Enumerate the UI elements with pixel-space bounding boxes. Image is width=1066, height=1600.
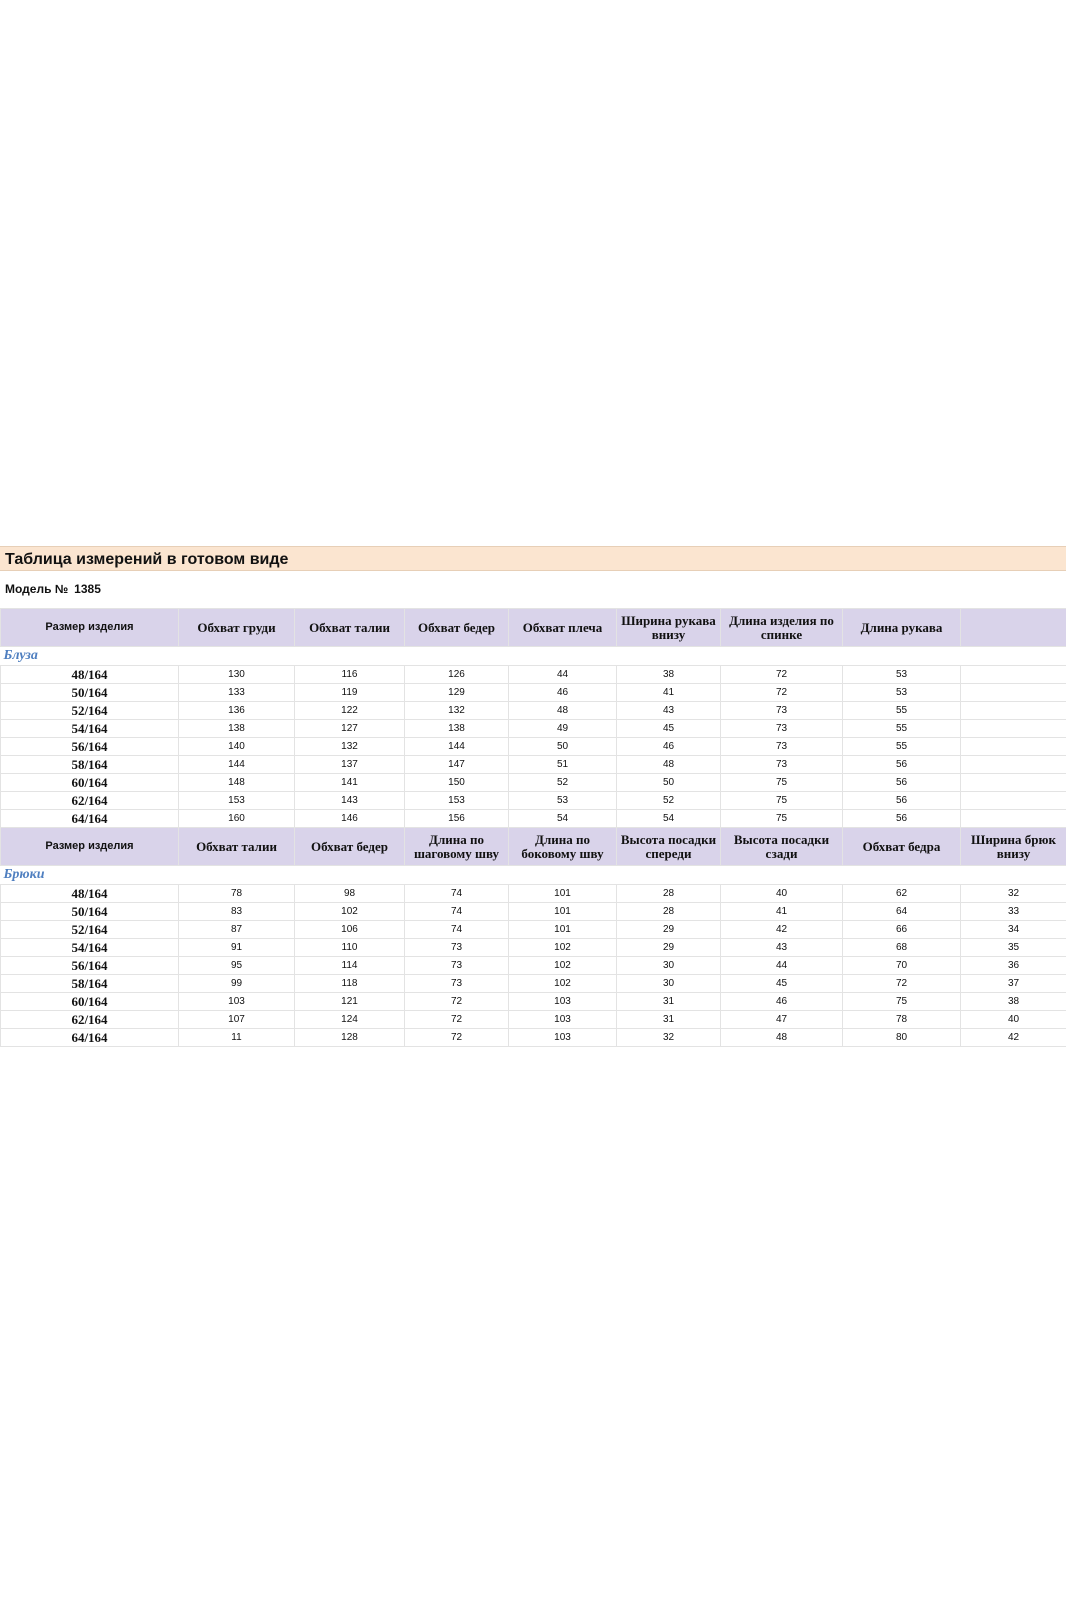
table-row [1,720,1066,738]
measurement-sheet [0,546,1066,1047]
value-cell: 101 [509,921,617,939]
value-cell: 75 [721,810,843,828]
table-row [1,903,1066,921]
value-cell: 107 [179,1011,295,1029]
value-cell [961,774,1066,792]
value-cell: 110 [295,939,405,957]
table-row [1,1011,1066,1029]
value-cell: 114 [295,957,405,975]
value-cell: 103 [509,993,617,1011]
size-cell: 58/164 [1,975,179,993]
value-cell: 101 [509,903,617,921]
value-cell: 132 [295,738,405,756]
value-cell: 72 [405,993,509,1011]
value-cell: 48 [509,702,617,720]
trousers-section-row [1,866,1066,885]
size-cell: 50/164 [1,903,179,921]
column-header: Обхват талии [295,609,405,647]
table-row [1,702,1066,720]
value-cell: 34 [961,921,1066,939]
size-cell: 52/164 [1,702,179,720]
value-cell: 41 [721,903,843,921]
value-cell: 45 [617,720,721,738]
value-cell: 132 [405,702,509,720]
section-label: Блуза [1,647,1066,666]
value-cell: 160 [179,810,295,828]
value-cell: 126 [405,666,509,684]
value-cell: 40 [721,885,843,903]
column-header: Обхват бедер [405,609,509,647]
column-header [961,609,1066,647]
table-row [1,792,1066,810]
value-cell: 91 [179,939,295,957]
value-cell: 146 [295,810,405,828]
size-cell: 50/164 [1,684,179,702]
value-cell: 42 [961,1029,1066,1047]
value-cell [961,684,1066,702]
value-cell: 141 [295,774,405,792]
size-cell: 62/164 [1,1011,179,1029]
value-cell: 144 [405,738,509,756]
value-cell [961,666,1066,684]
model-label: Модель № [5,582,69,596]
value-cell: 29 [617,921,721,939]
value-cell: 129 [405,684,509,702]
blouse-section-row [1,647,1066,666]
value-cell: 138 [179,720,295,738]
value-cell: 98 [295,885,405,903]
column-header: Обхват плеча [509,609,617,647]
value-cell: 50 [509,738,617,756]
value-cell: 103 [509,1011,617,1029]
size-cell: 60/164 [1,774,179,792]
column-header: Длина по боковому шву [509,828,617,866]
value-cell: 136 [179,702,295,720]
value-cell: 31 [617,1011,721,1029]
value-cell: 73 [721,702,843,720]
table-row [1,975,1066,993]
value-cell: 70 [843,957,961,975]
model-line [0,571,1066,608]
value-cell: 64 [843,903,961,921]
value-cell: 42 [721,921,843,939]
table-row [1,774,1066,792]
value-cell: 11 [179,1029,295,1047]
value-cell: 51 [509,756,617,774]
value-cell [961,738,1066,756]
value-cell: 122 [295,702,405,720]
value-cell: 55 [843,702,961,720]
value-cell: 35 [961,939,1066,957]
value-cell [961,810,1066,828]
value-cell: 118 [295,975,405,993]
value-cell [961,756,1066,774]
value-cell: 49 [509,720,617,738]
value-cell: 102 [509,975,617,993]
size-cell: 54/164 [1,720,179,738]
size-cell: 48/164 [1,885,179,903]
value-cell: 102 [295,903,405,921]
value-cell: 101 [509,885,617,903]
value-cell: 102 [509,957,617,975]
value-cell: 153 [405,792,509,810]
value-cell: 103 [509,1029,617,1047]
value-cell: 68 [843,939,961,957]
value-cell: 56 [843,774,961,792]
column-header: Обхват бедра [843,828,961,866]
value-cell: 72 [721,684,843,702]
value-cell: 30 [617,975,721,993]
value-cell: 150 [405,774,509,792]
column-header: Размер изделия [1,609,179,647]
value-cell: 73 [405,939,509,957]
column-header: Обхват бедер [295,828,405,866]
column-header: Длина по шаговому шву [405,828,509,866]
section-label: Брюки [1,866,1066,885]
value-cell: 73 [721,738,843,756]
value-cell: 74 [405,921,509,939]
value-cell: 143 [295,792,405,810]
column-header: Ширина брюк внизу [961,828,1066,866]
size-table [0,608,1066,1047]
value-cell: 73 [721,720,843,738]
value-cell: 80 [843,1029,961,1047]
value-cell: 38 [617,666,721,684]
value-cell: 148 [179,774,295,792]
model-number: 1385 [74,582,101,596]
value-cell: 36 [961,957,1066,975]
value-cell: 99 [179,975,295,993]
value-cell: 130 [179,666,295,684]
table-row [1,810,1066,828]
size-cell: 54/164 [1,939,179,957]
value-cell: 53 [843,666,961,684]
value-cell: 38 [961,993,1066,1011]
table-row [1,1029,1066,1047]
value-cell: 28 [617,885,721,903]
table-row [1,921,1066,939]
table-row [1,939,1066,957]
value-cell: 43 [721,939,843,957]
value-cell: 95 [179,957,295,975]
value-cell: 46 [617,738,721,756]
value-cell: 83 [179,903,295,921]
value-cell: 32 [961,885,1066,903]
column-header: Длина изделия по спинке [721,609,843,647]
value-cell: 50 [617,774,721,792]
value-cell: 127 [295,720,405,738]
value-cell: 48 [721,1029,843,1047]
size-cell: 56/164 [1,738,179,756]
value-cell: 147 [405,756,509,774]
value-cell: 56 [843,792,961,810]
column-header: Обхват талии [179,828,295,866]
table-row [1,738,1066,756]
size-cell: 48/164 [1,666,179,684]
value-cell: 31 [617,993,721,1011]
value-cell: 72 [405,1029,509,1047]
value-cell: 140 [179,738,295,756]
value-cell [961,702,1066,720]
sheet-title: Таблица измерений в готовом виде [0,546,1066,571]
value-cell: 56 [843,756,961,774]
value-cell: 119 [295,684,405,702]
value-cell: 133 [179,684,295,702]
value-cell: 75 [721,774,843,792]
value-cell: 62 [843,885,961,903]
value-cell: 72 [843,975,961,993]
value-cell: 106 [295,921,405,939]
column-header: Обхват груди [179,609,295,647]
value-cell: 73 [721,756,843,774]
value-cell: 54 [509,810,617,828]
value-cell: 116 [295,666,405,684]
value-cell: 128 [295,1029,405,1047]
value-cell: 40 [961,1011,1066,1029]
value-cell: 55 [843,720,961,738]
value-cell: 46 [509,684,617,702]
table-row [1,756,1066,774]
value-cell: 37 [961,975,1066,993]
table-row [1,666,1066,684]
value-cell: 138 [405,720,509,738]
value-cell: 29 [617,939,721,957]
value-cell: 46 [721,993,843,1011]
size-cell: 62/164 [1,792,179,810]
value-cell: 144 [179,756,295,774]
value-cell: 75 [721,792,843,810]
value-cell: 72 [405,1011,509,1029]
value-cell: 54 [617,810,721,828]
value-cell: 156 [405,810,509,828]
size-cell: 64/164 [1,1029,179,1047]
value-cell [961,720,1066,738]
value-cell: 28 [617,903,721,921]
table-row [1,993,1066,1011]
value-cell: 47 [721,1011,843,1029]
column-header: Высота посадки спереди [617,828,721,866]
value-cell: 75 [843,993,961,1011]
value-cell: 153 [179,792,295,810]
value-cell: 66 [843,921,961,939]
value-cell: 74 [405,903,509,921]
value-cell: 56 [843,810,961,828]
table-row [1,684,1066,702]
value-cell: 72 [721,666,843,684]
value-cell: 30 [617,957,721,975]
value-cell: 73 [405,975,509,993]
column-header: Длина рукава [843,609,961,647]
value-cell: 48 [617,756,721,774]
value-cell: 52 [617,792,721,810]
value-cell: 55 [843,738,961,756]
value-cell: 103 [179,993,295,1011]
value-cell: 33 [961,903,1066,921]
size-cell: 60/164 [1,993,179,1011]
value-cell: 44 [509,666,617,684]
value-cell: 41 [617,684,721,702]
table-row [1,957,1066,975]
value-cell: 32 [617,1029,721,1047]
value-cell: 137 [295,756,405,774]
table-row [1,885,1066,903]
value-cell: 52 [509,774,617,792]
column-header: Высота посадки сзади [721,828,843,866]
value-cell: 74 [405,885,509,903]
trousers-header-row [1,828,1066,866]
value-cell: 53 [509,792,617,810]
value-cell: 53 [843,684,961,702]
size-cell: 52/164 [1,921,179,939]
value-cell: 121 [295,993,405,1011]
value-cell: 102 [509,939,617,957]
blouse-header-row [1,609,1066,647]
value-cell [961,792,1066,810]
value-cell: 43 [617,702,721,720]
size-cell: 64/164 [1,810,179,828]
value-cell: 78 [179,885,295,903]
column-header: Размер изделия [1,828,179,866]
size-cell: 58/164 [1,756,179,774]
size-cell: 56/164 [1,957,179,975]
value-cell: 87 [179,921,295,939]
value-cell: 78 [843,1011,961,1029]
column-header: Ширина рукава внизу [617,609,721,647]
value-cell: 73 [405,957,509,975]
value-cell: 44 [721,957,843,975]
value-cell: 124 [295,1011,405,1029]
value-cell: 45 [721,975,843,993]
